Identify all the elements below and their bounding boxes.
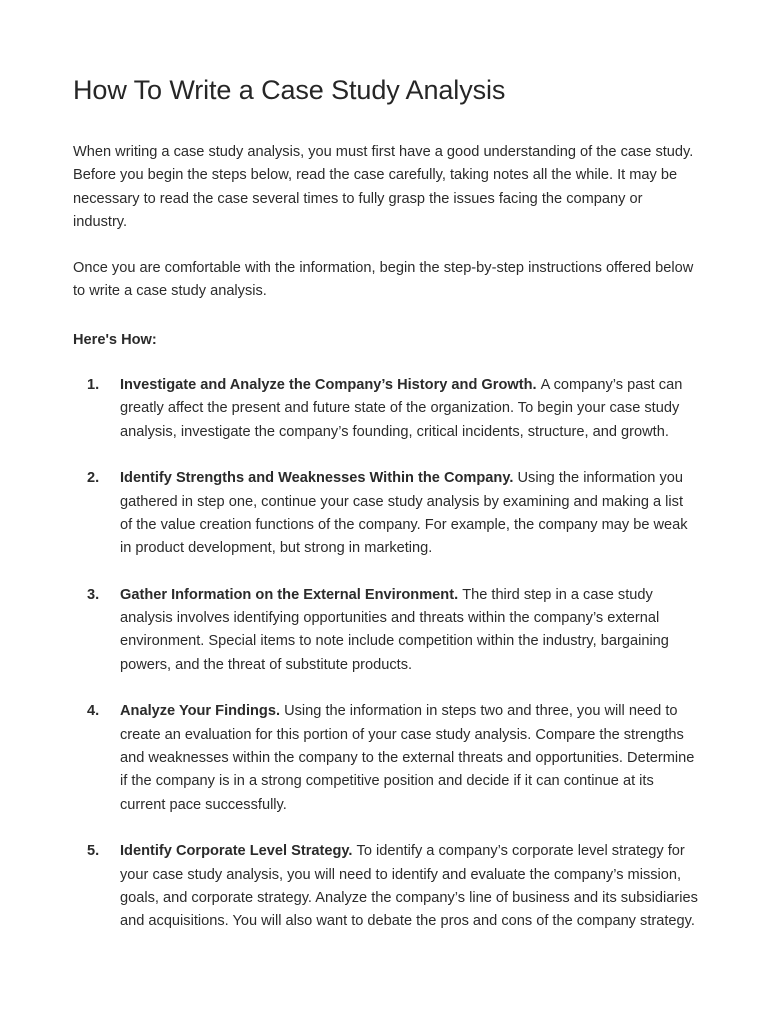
intro-paragraph-1: When writing a case study analysis, you must first have a good understanding of the case study. Before you begin the steps below, read the case carefully, taking notes all the while. It may be necessary to read the case several times to fully grasp the issues facing the company or industry. bbox=[73, 144, 694, 230]
step-text: To identify a company’s corporate level strategy for your case study analysis, you will need to identify and evaluate the company’s mission, goals, and corporate strategy. Analyze the company’s line of business and its subsidiaries and acquisitions. You will also want to debate the pros and cons of the company strategy. bbox=[120, 843, 698, 930]
step-item-1 bbox=[73, 374, 698, 444]
step-item-5 bbox=[73, 840, 698, 933]
step-text: The third step in a case study analysis involves identifying opportunities and threats within the company’s external environment. Special items to note include competition within the industry, bargaining powers, and the threat of substitute products. bbox=[120, 586, 669, 673]
step-text: Using the information you gathered in step one, continue your case study analysis by examining and making a list of the value creation functions of the company. For example, the company may be weak in product development, but strong in marketing. bbox=[120, 470, 688, 557]
step-heading: Investigate and Analyze the Company’s History and Growth. bbox=[120, 377, 541, 393]
step-number: 4. bbox=[87, 703, 100, 720]
step-number: 5. bbox=[87, 843, 100, 860]
steps-heading: Here's How: bbox=[73, 332, 157, 348]
step-heading: Gather Information on the External Environment. bbox=[120, 586, 463, 603]
step-heading: Identify Strengths and Weaknesses Within the Company. bbox=[120, 470, 518, 487]
step-number: 1. bbox=[87, 377, 100, 393]
step-heading: Analyze Your Findings. bbox=[120, 703, 285, 720]
intro-paragraph-2: Once you are comfortable with the information, begin the step-by-step instructions offered below to write a case study analysis. bbox=[73, 260, 694, 300]
step-heading: Identify Corporate Level Strategy. bbox=[120, 843, 357, 860]
step-text: Using the information in steps two and three, you will need to create an evaluation for this portion of your case study analysis. Compare the strengths and weaknesses within the company to the external threats and opportunities. Determine if the company is in a strong competitive position and decide if it can continue at its current pace successfully. bbox=[120, 703, 695, 813]
step-item-4 bbox=[73, 700, 698, 816]
step-item-2 bbox=[73, 467, 698, 560]
step-item-3 bbox=[73, 584, 698, 677]
steps-list bbox=[73, 374, 698, 957]
step-number: 3. bbox=[87, 586, 100, 603]
page-title: How To Write a Case Study Analysis bbox=[73, 75, 506, 105]
step-text: A company’s past can greatly affect the present and future state of the organization. To begin your case study analysis, investigate the company’s founding, critical incidents, structure, and growth. bbox=[120, 377, 683, 440]
step-number: 2. bbox=[87, 470, 100, 487]
